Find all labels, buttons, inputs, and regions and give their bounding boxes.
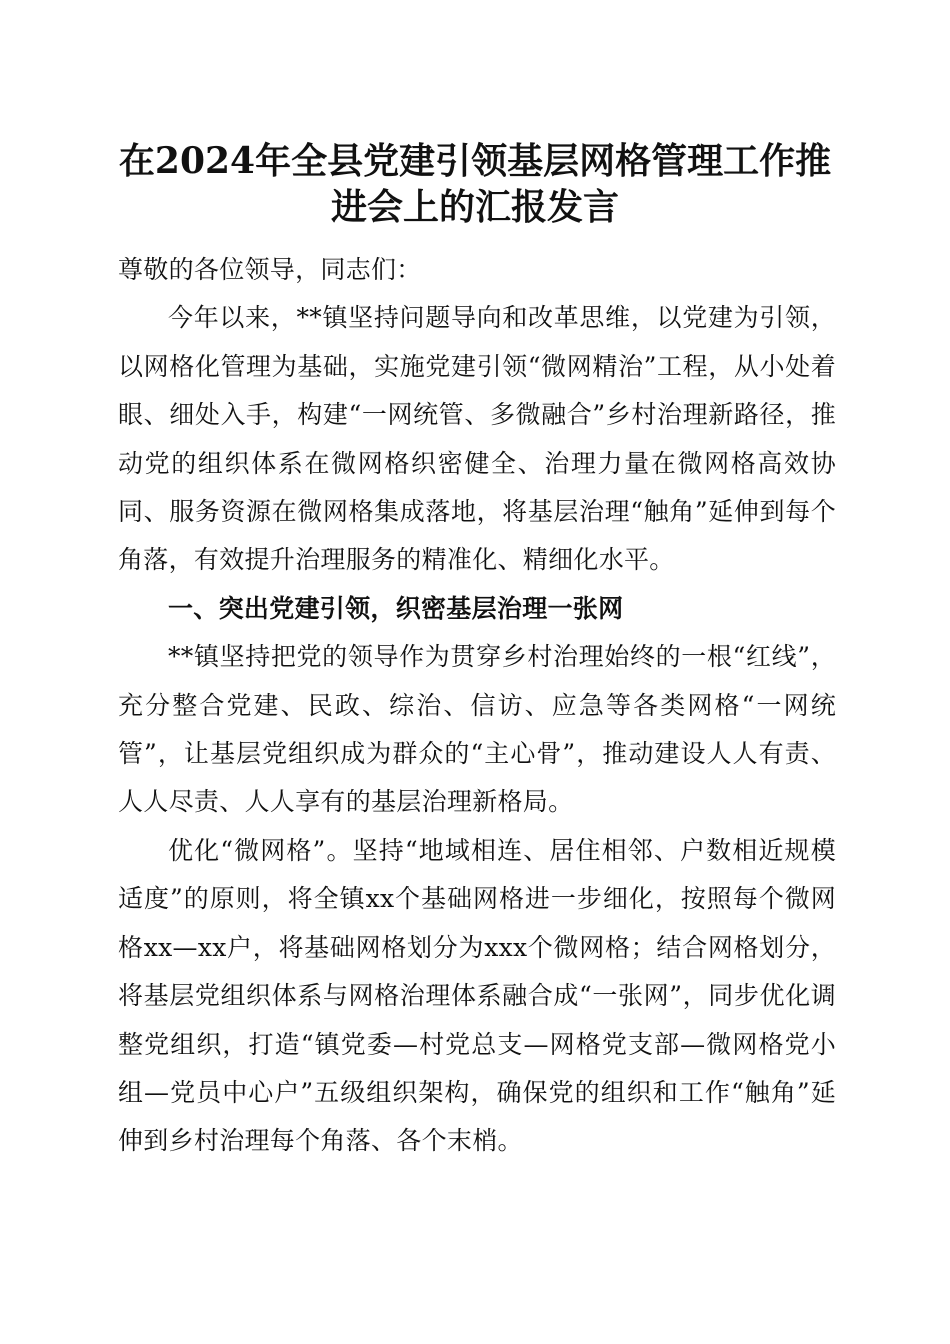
section-1-sub-paragraph: 优化“微网格”。坚持“地域相连、居住相邻、户数相近规模适度”的原则，将全镇xx个基础网格进一步细化，按照每个微网格xx—xx户，将基础网格划分为xxx个微网格；结合网格划分，将基层党组织体系与网格治理体系融合成“一张网”，同步优化调整党组织，打造“镇党委—村党总支—网格党支部—微网格党小组—党员中心户”五级组织架构，确保党的组织和工作“触角”延伸到乡村治理每个角落、各个末梢。 xyxy=(118,835,836,1156)
intro-paragraph: 今年以来，**镇坚持问题导向和改革思维，以党建为引领，以网格化管理为基础，实施党建引领“微网精治”工程，从小处着眼、细处入手，构建“一网统管、多微融合”乡村治理新路径，推动党的组织体系在微网格织密健全、治理力量在微网格高效协同、服务资源在微网格集成落地，将基层治理“触角”延伸到每个角落，有效提升治理服务的精准化、精细化水平。 xyxy=(118,303,836,575)
section-1-heading: 一、突出党建引领，织密基层治理一张网 xyxy=(168,593,624,623)
salutation: 尊敬的各位领导，同志们： xyxy=(118,255,422,284)
title-line-2: 进会上的汇报发言 xyxy=(330,186,619,228)
section-1-paragraph: **镇坚持把党的领导作为贯穿乡村治理始终的一根“红线”，充分整合党建、民政、综治、信访、应急等各类网格“一网统管”，让基层党组织成为群众的“主心骨”，推动建设人人有责、人人尽责、人人享有的基层治理新格局。 xyxy=(118,642,836,817)
title-line-1: 在2024年全县党建引领基层网格管理工作推 xyxy=(118,140,832,182)
document-title xyxy=(100,138,850,230)
document-body xyxy=(118,246,836,1166)
